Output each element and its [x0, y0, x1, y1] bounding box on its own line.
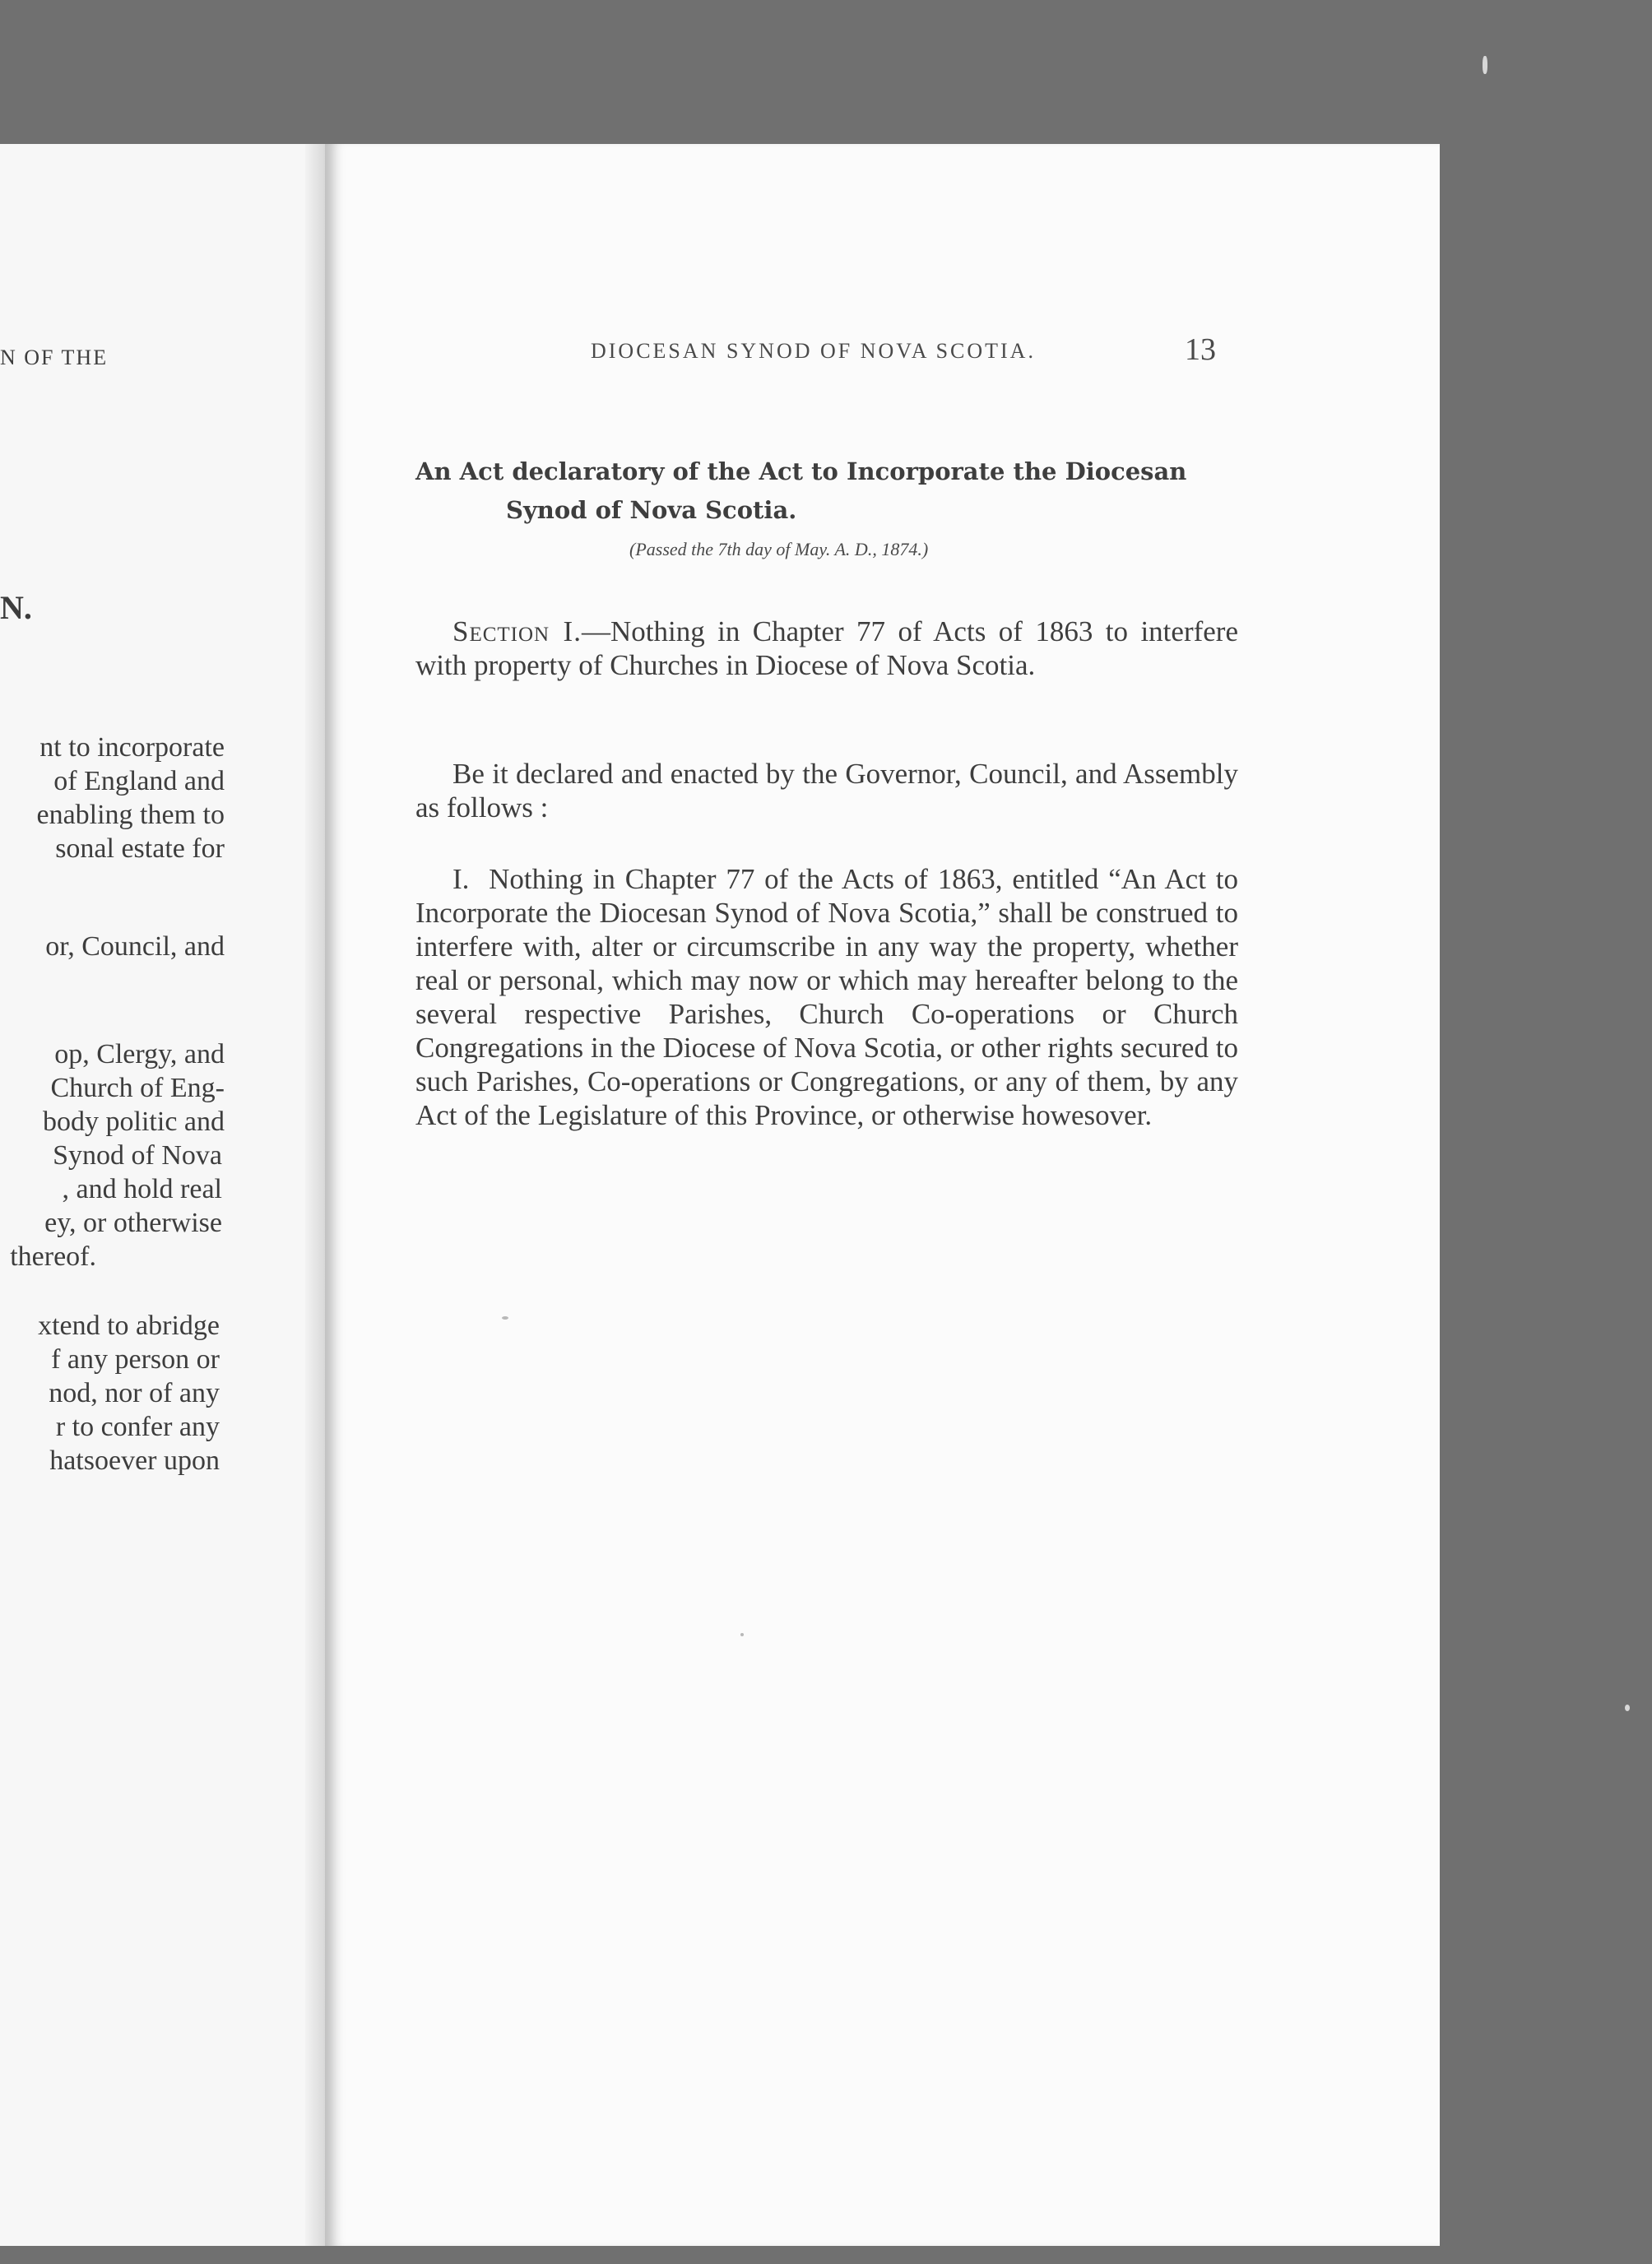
left-text-line: enabling them to: [36, 800, 225, 830]
scan-speck: [1625, 1705, 1630, 1711]
left-text-line: hatsoever upon: [49, 1445, 220, 1476]
left-text-line: Church of Eng-: [50, 1073, 225, 1103]
scan-speck: [1483, 56, 1487, 74]
right-page: [325, 144, 1440, 2246]
left-text-line: sonal estate for: [55, 833, 225, 864]
section-label: Section I.: [452, 615, 582, 647]
enacting-clause-text: Be it declared and enacted by the Governor, Council, and Assembly as follows :: [415, 758, 1238, 823]
left-heading-fragment: N.: [0, 589, 32, 626]
page-number: 13: [1185, 332, 1216, 367]
left-text-line: nod, nor of any: [49, 1378, 220, 1408]
left-text-line: of England and: [53, 766, 225, 796]
left-text-line: r to confer any: [55, 1412, 220, 1442]
scan-speck: [740, 1633, 744, 1636]
section-text: —Nothing in Chapter 77 of Acts of 1863 to interfere with property of Churches in Diocese of Nova Scotia.: [415, 615, 1238, 681]
enacting-clause: [415, 757, 1238, 824]
page-gutter-shadow: [305, 144, 325, 2246]
clause-1: [415, 862, 1238, 1132]
left-text-line: body politic and: [43, 1106, 225, 1137]
act-title-line-1: An Act declaratory of the Act to Incorporate the Diocesan: [415, 457, 1187, 485]
left-text-line: , and hold real: [62, 1174, 222, 1204]
scan-speck: [502, 1316, 508, 1320]
left-text-line: ey, or otherwise: [44, 1208, 222, 1238]
left-text-line: thereof.: [10, 1241, 96, 1272]
section-summary: [415, 615, 1238, 682]
act-title-line-2: Synod of Nova Scotia.: [506, 496, 797, 524]
left-text-line: op, Clergy, and: [54, 1039, 225, 1069]
left-text-line: xtend to abridge: [38, 1311, 220, 1341]
act-title: [415, 452, 1238, 530]
clause-text: Nothing in Chapter 77 of the Acts of 1863, entitled “An Act to Incorporate the Diocesan Synod of Nova Scotia,” shall be construed to interfere with, alter or circumscribe in any way the property, whether real or personal, which may now or which may hereafter belong to the several respective Parishes, Church Co-operations or Church Congregations in the Diocese of Nova Scotia, or other rights secured to such Parishes, Co-operations or Congregations, or any of them, by any Act of the Legislature of this Province, or otherwise howesover.: [415, 863, 1238, 1131]
left-text-line: Synod of Nova: [53, 1140, 222, 1171]
passed-date: (Passed the 7th day of May. A. D., 1874.): [629, 539, 929, 559]
left-text-line: f any person or: [51, 1344, 220, 1375]
running-head: DIOCESAN SYNOD OF NOVA SCOTIA.: [591, 339, 1036, 363]
left-running-head: N OF THE: [0, 346, 109, 369]
left-text-line: nt to incorporate: [39, 732, 225, 763]
left-page: [0, 144, 325, 2246]
left-text-line: or, Council, and: [45, 931, 225, 962]
clause-number: I.: [452, 863, 470, 895]
